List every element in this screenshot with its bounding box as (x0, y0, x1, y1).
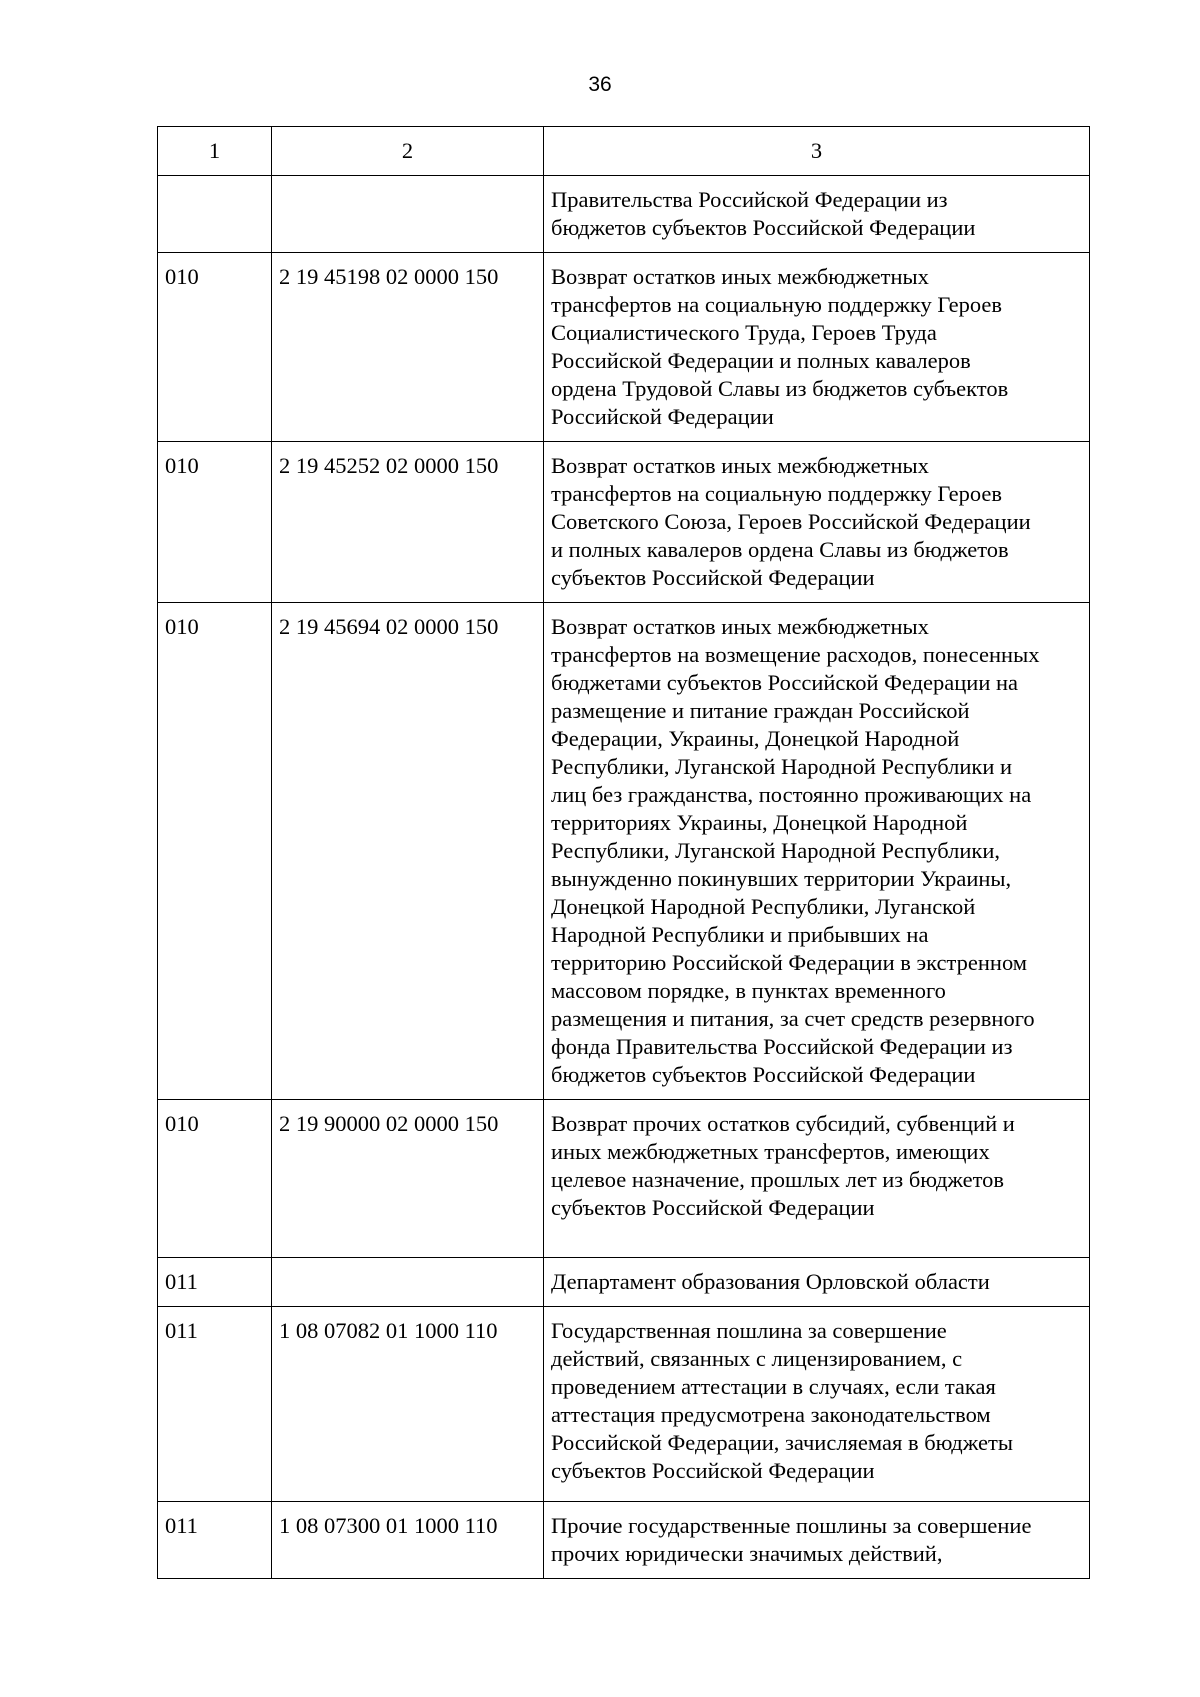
table-row (158, 603, 1090, 1100)
table-row (158, 442, 1090, 603)
budget-code-cell (272, 176, 544, 253)
page-number: 36 (588, 73, 612, 96)
description-cell: Департамент образования Орловской области (544, 1258, 1090, 1307)
table-row (158, 1502, 1090, 1579)
budget-code-cell: 2 19 45198 02 0000 150 (272, 253, 544, 442)
revenue-codes-table (157, 126, 1090, 1579)
admin-code-cell: 011 (158, 1307, 272, 1502)
budget-code-cell (272, 1258, 544, 1307)
column-header-1: 1 (158, 127, 272, 176)
table-row (158, 253, 1090, 442)
table-row (158, 1100, 1090, 1258)
description-cell: Прочие государственные пошлины за совершение прочих юридически значимых действий, (544, 1502, 1090, 1579)
description-cell: Возврат остатков иных межбюджетных трансфертов на социальную поддержку Героев Советского Союза, Героев Российской Федерации и полных кавалеров ордена Славы из бюджетов субъектов Российской Федерации (544, 442, 1090, 603)
budget-code-cell: 2 19 90000 02 0000 150 (272, 1100, 544, 1258)
admin-code-cell: 011 (158, 1502, 272, 1579)
admin-code-cell: 011 (158, 1258, 272, 1307)
admin-code-cell: 010 (158, 603, 272, 1100)
table-header-row (158, 127, 1090, 176)
budget-code-cell: 1 08 07082 01 1000 110 (272, 1307, 544, 1502)
description-cell: Правительства Российской Федерации из бюджетов субъектов Российской Федерации (544, 176, 1090, 253)
table-row (158, 1307, 1090, 1502)
budget-code-cell: 2 19 45694 02 0000 150 (272, 603, 544, 1100)
admin-code-cell: 010 (158, 1100, 272, 1258)
budget-code-cell: 1 08 07300 01 1000 110 (272, 1502, 544, 1579)
table-row (158, 176, 1090, 253)
description-cell: Государственная пошлина за совершение действий, связанных с лицензированием, с проведением аттестации в случаях, если такая аттестация предусмотрена законодательством Российской Федерации, зачисляемая в бюджеты субъектов Российской Федерации (544, 1307, 1090, 1502)
admin-code-cell: 010 (158, 442, 272, 603)
budget-code-cell: 2 19 45252 02 0000 150 (272, 442, 544, 603)
description-cell: Возврат остатков иных межбюджетных трансфертов на социальную поддержку Героев Социалистического Труда, Героев Труда Российской Федерации и полных кавалеров ордена Трудовой Славы из бюджетов субъектов Российской Федерации (544, 253, 1090, 442)
admin-code-cell (158, 176, 272, 253)
column-header-2: 2 (272, 127, 544, 176)
admin-code-cell: 010 (158, 253, 272, 442)
description-cell: Возврат прочих остатков субсидий, субвенций и иных межбюджетных трансфертов, имеющих целевое назначение, прошлых лет из бюджетов субъектов Российской Федерации (544, 1100, 1090, 1258)
description-cell: Возврат остатков иных межбюджетных трансфертов на возмещение расходов, понесенных бюджетами субъектов Российской Федерации на размещение и питание граждан Российской Федерации, Украины, Донецкой Народной Республики, Луганской Народной Республики и лиц без гражданства, постоянно проживающих на территориях Украины, Донецкой Народной Республики, Луганской Народной Республики, вынужденно покинувших территории Украины, Донецкой Народной Республики, Луганской Народной Республики и прибывших на территорию Российской Федерации в экстренном массовом порядке, в пунктах временного размещения и питания, за счет средств резервного фонда Правительства Российской Федерации из бюджетов субъектов Российской Федерации (544, 603, 1090, 1100)
column-header-3: 3 (544, 127, 1090, 176)
table-row (158, 1258, 1090, 1307)
